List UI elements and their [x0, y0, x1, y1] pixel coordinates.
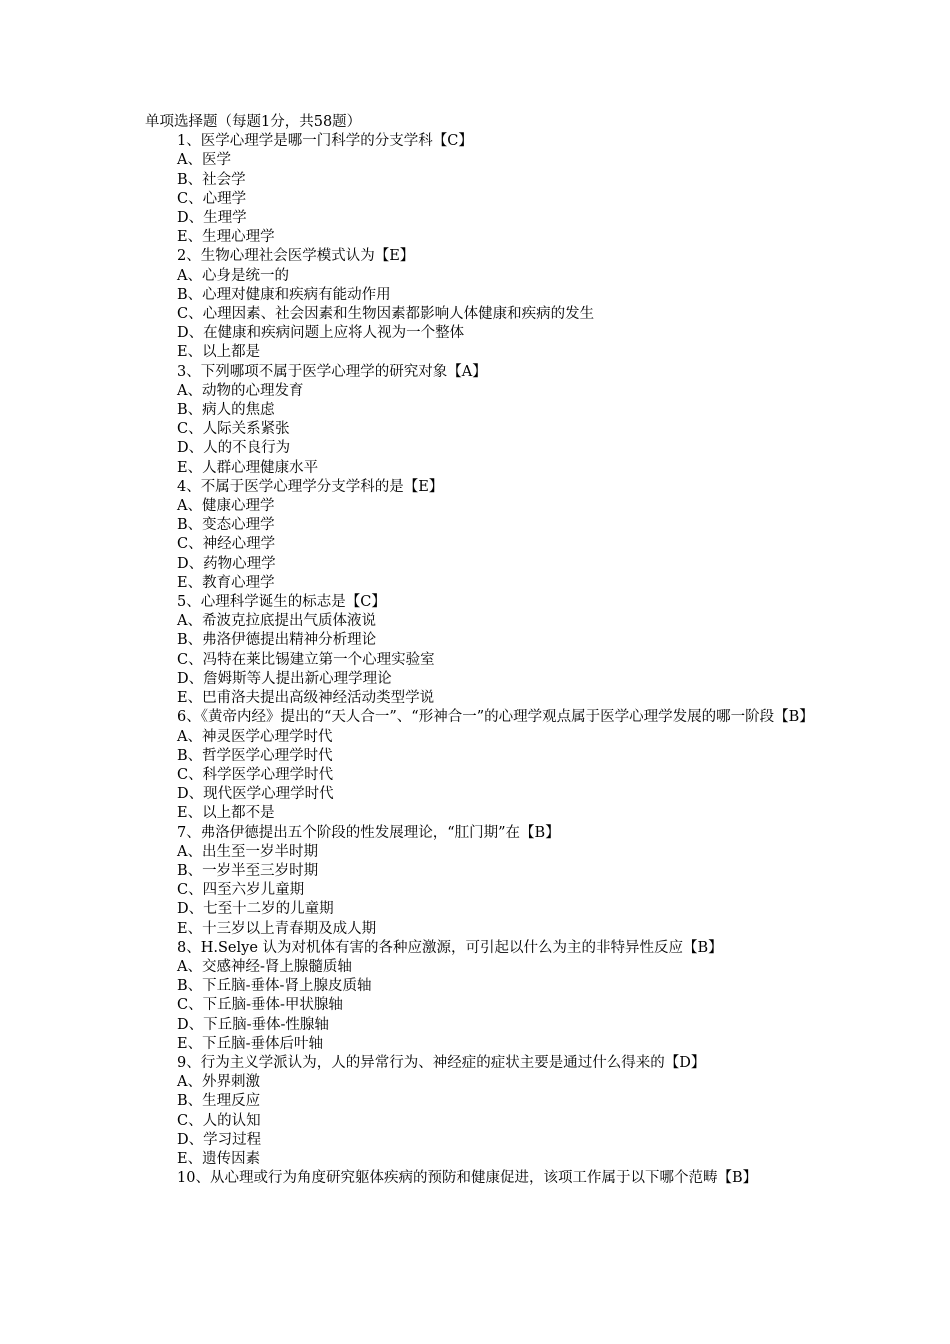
question-6-stem: 6、《黄帝内经》提出的“天人合一”、“形神合一”的心理学观点属于医学心理学发展的哪一阶段【B】 — [177, 709, 814, 726]
section-heading: 单项选择题（每题1分，共58题） — [145, 114, 362, 130]
question-1-option-d: D、生理学 — [177, 210, 247, 227]
question-4-option-e: E、教育心理学 — [177, 574, 275, 591]
question-5-option-b: B、弗洛伊德提出精神分析理论 — [177, 632, 377, 649]
question-8-option-d: D、下丘脑-垂体-性腺轴 — [177, 1016, 329, 1033]
question-6-option-e: E、以上都不是 — [177, 805, 275, 822]
question-5-option-a: A、希波克拉底提出气质体液说 — [177, 613, 376, 630]
question-8-option-e: E、下丘脑-垂体后叶轴 — [177, 1035, 323, 1052]
question-2-option-b: B、心理对健康和疾病有能动作用 — [177, 286, 391, 303]
question-7-option-b: B、一岁半至三岁时期 — [177, 862, 319, 879]
question-4-option-c: C、神经心理学 — [177, 536, 276, 553]
question-6-option-b: B、哲学医学心理学时代 — [177, 747, 333, 764]
question-8-option-b: B、下丘脑-垂体-肾上腺皮质轴 — [177, 978, 372, 995]
question-9-option-d: D、学习过程 — [177, 1131, 262, 1148]
question-4-stem: 4、不属于医学心理学分支学科的是【E】 — [177, 478, 444, 495]
question-5-stem: 5、心理科学诞生的标志是【C】 — [177, 594, 386, 611]
question-7-option-d: D、七至十二岁的儿童期 — [177, 901, 334, 918]
question-2-option-e: E、以上都是 — [177, 344, 261, 361]
question-5-option-c: C、冯特在莱比锡建立第一个心理实验室 — [177, 651, 435, 668]
question-6-option-d: D、现代医学心理学时代 — [177, 786, 334, 803]
question-2-stem: 2、生物心理社会医学模式认为【E】 — [177, 248, 415, 265]
question-9-option-b: B、生理反应 — [177, 1093, 261, 1110]
question-6-option-a: A、神灵医学心理学时代 — [177, 728, 333, 745]
question-8-option-a: A、交感神经-肾上腺髓质轴 — [177, 958, 352, 975]
question-1-option-a: A、医学 — [177, 152, 231, 169]
question-9-option-c: C、人的认知 — [177, 1112, 261, 1129]
question-list — [145, 113, 815, 1188]
question-7-option-e: E、十三岁以上青春期及成人期 — [177, 920, 377, 937]
question-3-option-d: D、人的不良行为 — [177, 440, 291, 457]
question-4-option-d: D、药物心理学 — [177, 555, 276, 572]
question-5-option-e: E、巴甫洛夫提出高级神经活动类型学说 — [177, 690, 435, 707]
question-6-option-c: C、科学医学心理学时代 — [177, 766, 334, 783]
question-9-option-a: A、外界刺激 — [177, 1074, 260, 1091]
question-1-option-c: C、心理学 — [177, 190, 247, 207]
question-4-option-b: B、变态心理学 — [177, 517, 275, 534]
question-8-stem: 8、H.Selye 认为对机体有害的各种应激源，可引起以什么为主的非特异性反应【B】 — [177, 939, 723, 956]
question-7-option-a: A、出生至一岁半时期 — [177, 843, 318, 860]
question-4-option-a: A、健康心理学 — [177, 498, 275, 515]
question-2-option-d: D、在健康和疾病问题上应将人视为一个整体 — [177, 325, 465, 342]
question-9-option-e: E、遗传因素 — [177, 1150, 261, 1167]
question-3-option-c: C、人际关系紧张 — [177, 421, 290, 438]
question-3-stem: 3、下列哪项不属于医学心理学的研究对象【A】 — [177, 363, 487, 380]
question-10-stem: 10、从心理或行为角度研究躯体疾病的预防和健康促进，该项工作属于以下哪个范畴【B】 — [177, 1170, 758, 1187]
question-3-option-b: B、病人的焦虑 — [177, 402, 275, 419]
question-7-stem: 7、弗洛伊德提出五个阶段的性发展理论，“肛门期”在【B】 — [177, 824, 560, 841]
question-8-option-c: C、下丘脑-垂体-甲状腺轴 — [177, 997, 343, 1014]
question-2-option-a: A、心身是统一的 — [177, 267, 289, 284]
question-3-option-e: E、人群心理健康水平 — [177, 459, 319, 476]
question-1-option-e: E、生理心理学 — [177, 229, 275, 246]
question-5-option-d: D、詹姆斯等人提出新心理学理论 — [177, 670, 392, 687]
question-7-option-c: C、四至六岁儿童期 — [177, 882, 305, 899]
question-3-option-a: A、动物的心理发育 — [177, 382, 304, 399]
question-1-stem: 1、医学心理学是哪一门科学的分支学科【C】 — [177, 133, 473, 150]
question-9-stem: 9、行为主义学派认为，人的异常行为、神经症的症状主要是通过什么得来的【D】 — [177, 1054, 706, 1071]
question-1-option-b: B、社会学 — [177, 171, 246, 188]
question-2-option-c: C、心理因素、社会因素和生物因素都影响人体健康和疾病的发生 — [177, 306, 595, 323]
